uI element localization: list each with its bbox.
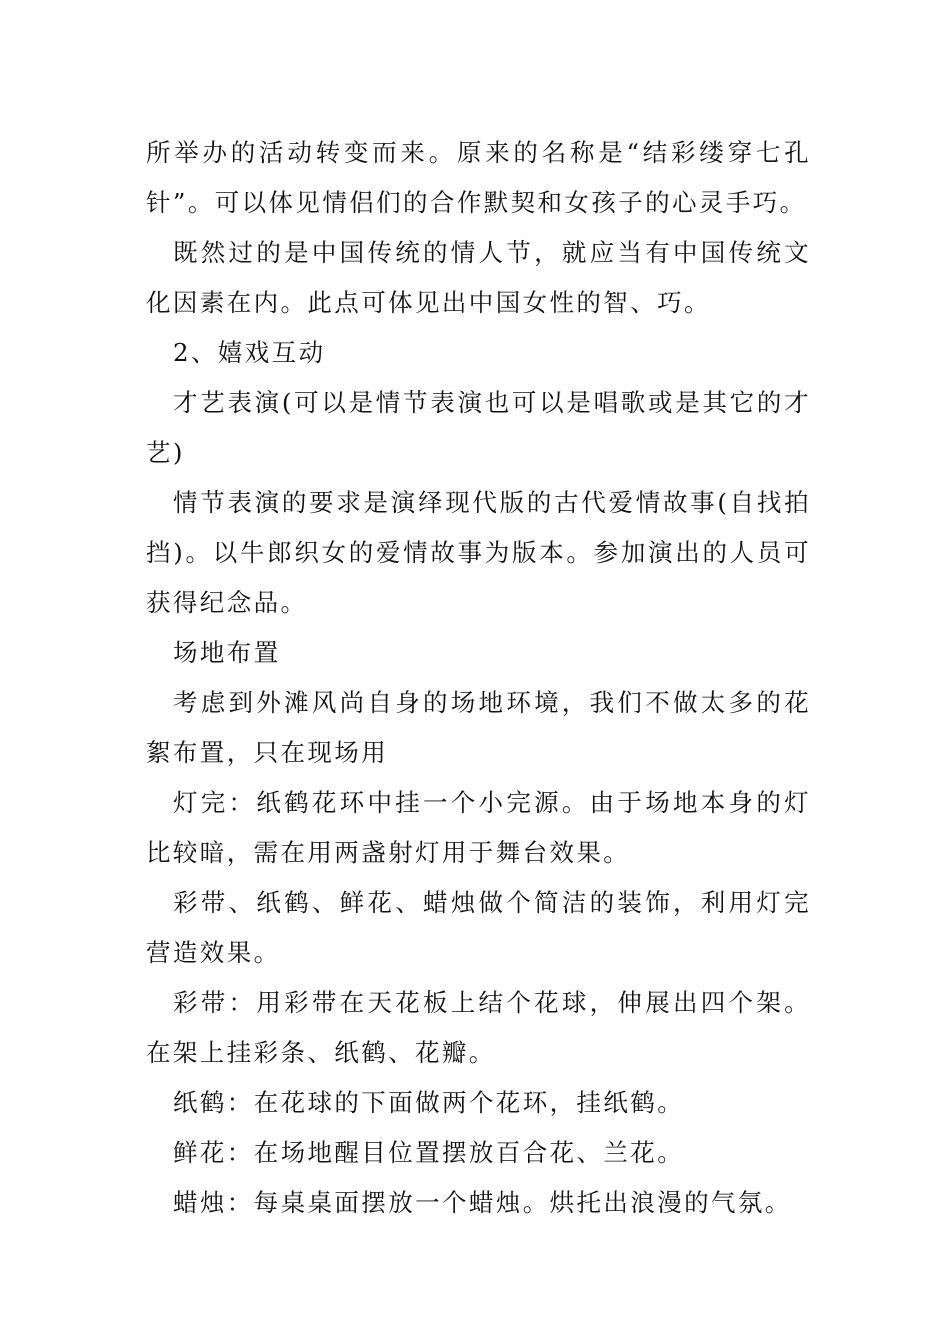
paragraph-venue-considerations: 考虑到外滩风尚自身的场地环境，我们不做太多的花絮布置，只在现场用 — [146, 688, 811, 767]
paragraph-talent-show: 才艺表演(可以是情节表演也可以是唱歌或是其它的才艺) — [146, 388, 811, 467]
document-body — [146, 128, 811, 1228]
paragraph-decoration: 彩带、纸鹤、鲜花、蜡烛做个简洁的装饰，利用灯完营造效果。 — [146, 888, 811, 967]
section-heading-venue: 场地布置 — [173, 638, 281, 667]
paragraph-candles: 蜡烛：每桌桌面摆放一个蜡烛。烘托出浪漫的气氛。 — [173, 1188, 792, 1217]
paragraph-flowers: 鲜花：在场地醒目位置摆放百合花、兰花。 — [173, 1138, 685, 1167]
paragraph-ribbons: 彩带：用彩带在天花板上结个花球，伸展出四个架。在架上挂彩条、纸鹤、花瓣。 — [146, 988, 811, 1067]
paragraph-2: 既然过的是中国传统的情人节，就应当有中国传统文化因素在内。此点可体见出中国女性的智、巧。 — [146, 238, 811, 317]
paragraph-lighting: 灯完：纸鹤花环中挂一个小完源。由于场地本身的灯比较暗，需在用两盏射灯用于舞台效果。 — [146, 788, 811, 867]
paragraph-paper-cranes: 纸鹤：在花球的下面做两个花环，挂纸鹤。 — [173, 1088, 685, 1117]
paragraph-performance-requirements: 情节表演的要求是演绎现代版的古代爱情故事(自找拍挡)。以牛郎织女的爱情故事为版本。参加演出的人员可获得纪念品。 — [146, 488, 811, 617]
section-heading-interaction: 2、嬉戏互动 — [173, 338, 326, 367]
paragraph-1: 所举办的活动转变而来。原来的名称是“结彩缕穿七孔针”。可以体见情侣们的合作默契和女孩子的心灵手巧。 — [146, 138, 811, 217]
